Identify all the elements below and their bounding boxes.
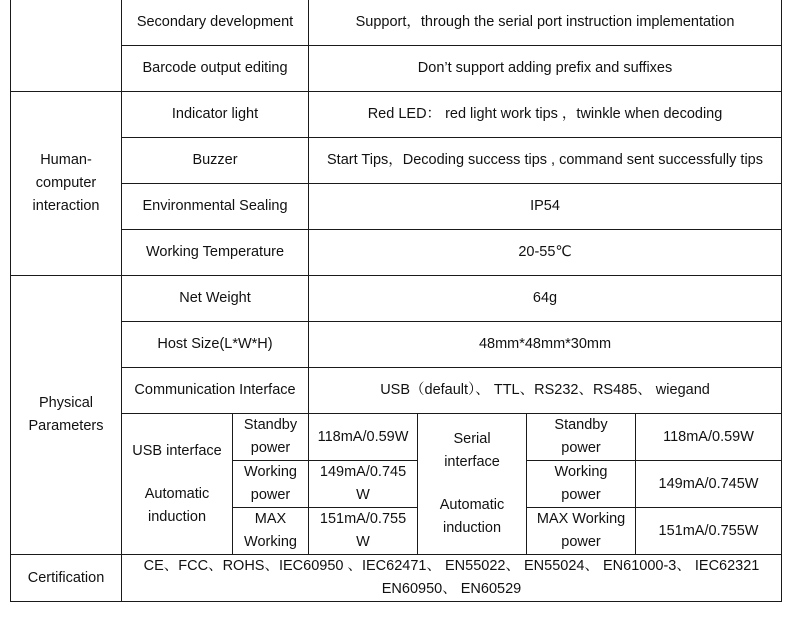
row-value: Red LED： red light work tips ，twinkle when decoding	[309, 92, 782, 138]
serial-interface-label: Automatic	[439, 497, 505, 513]
table-row	[11, 230, 782, 276]
power-value-text: W	[356, 534, 370, 550]
row-label: Buzzer	[122, 138, 309, 184]
table-row	[11, 276, 782, 322]
power-mode-text: power	[561, 487, 601, 503]
power-mode-label	[233, 508, 309, 555]
power-value: 118mA/0.59W	[636, 414, 782, 461]
group-label-line: computer	[35, 175, 97, 191]
power-value-text: 151mA/0.755	[319, 511, 407, 527]
table-row	[11, 414, 782, 461]
certification-line: CE、FCC、ROHS、IEC60950 、IEC62471、 EN55022、 EN55024、 EN61000-3、 IEC62321	[143, 558, 760, 574]
power-mode-text: power	[250, 440, 291, 456]
power-value-text: W	[356, 487, 370, 503]
row-value: 20-55℃	[309, 230, 782, 276]
group-label-line: interaction	[32, 198, 100, 214]
power-value: 118mA/0.59W	[309, 414, 418, 461]
group-cell-empty	[11, 0, 122, 92]
usb-interface-cell	[122, 414, 233, 555]
table-row	[11, 184, 782, 230]
group-label-line: Parameters	[28, 418, 104, 434]
serial-interface-label: induction	[442, 520, 502, 536]
power-mode-label	[527, 508, 636, 555]
spec-table	[10, 0, 782, 602]
row-value: 64g	[309, 276, 782, 322]
group-label-line: Physical	[39, 395, 93, 411]
row-value: Don’t support adding prefix and suffixes	[309, 46, 782, 92]
usb-interface-label: induction	[147, 508, 207, 525]
table-row	[11, 322, 782, 368]
power-mode-text: power	[561, 534, 601, 550]
serial-interface-label: Serial	[453, 431, 491, 447]
usb-interface-label: USB interface	[132, 442, 222, 459]
table-row	[11, 368, 782, 414]
power-mode-label	[233, 461, 309, 508]
row-label: Net Weight	[122, 276, 309, 322]
table-row	[11, 0, 782, 46]
power-mode-label	[527, 414, 636, 461]
power-value	[309, 508, 418, 555]
row-value: USB（default）、 TTL、RS232、RS485、 wiegand	[309, 368, 782, 414]
row-value: Start Tips，Decoding success tips , command sent successfully tips	[309, 138, 782, 184]
power-mode-label	[233, 414, 309, 461]
row-label: Secondary development	[122, 0, 309, 46]
table-row	[11, 92, 782, 138]
power-mode-text: Standby	[554, 417, 608, 433]
power-mode-text: MAX Working	[536, 511, 626, 527]
table-row	[11, 46, 782, 92]
power-mode-text: Standby	[243, 417, 298, 433]
power-mode-text: Working	[244, 534, 297, 550]
power-value: 149mA/0.745W	[636, 461, 782, 508]
table-row	[11, 555, 782, 602]
row-label: Host Size(L*W*H)	[122, 322, 309, 368]
row-value: IP54	[309, 184, 782, 230]
table-row	[11, 138, 782, 184]
power-mode-text: Working	[244, 464, 297, 480]
usb-interface-label: Automatic	[144, 485, 210, 502]
row-label: Environmental Sealing	[122, 184, 309, 230]
serial-interface-label: interface	[444, 454, 500, 470]
power-value	[309, 461, 418, 508]
group-label-human-computer-interaction	[11, 92, 122, 276]
certification-line: EN60950、 EN60529	[381, 581, 522, 597]
certification-value	[122, 555, 782, 602]
power-mode-text: power	[250, 487, 291, 503]
row-label: Working Temperature	[122, 230, 309, 276]
group-label-line: Human-	[40, 152, 92, 168]
serial-interface-cell	[418, 414, 527, 555]
power-mode-text: MAX	[254, 511, 287, 527]
row-value: 48mm*48mm*30mm	[309, 322, 782, 368]
row-label: Communication Interface	[122, 368, 309, 414]
group-label-physical-parameters	[11, 276, 122, 555]
row-value: Support，through the serial port instruction implementation	[309, 0, 782, 46]
power-mode-text: power	[561, 440, 601, 456]
power-mode-label	[527, 461, 636, 508]
power-mode-text: Working	[554, 464, 608, 480]
row-label: Indicator light	[122, 92, 309, 138]
power-value-text: 149mA/0.745	[319, 464, 407, 480]
certification-label: Certification	[11, 555, 122, 602]
power-value: 151mA/0.755W	[636, 508, 782, 555]
row-label: Barcode output editing	[122, 46, 309, 92]
